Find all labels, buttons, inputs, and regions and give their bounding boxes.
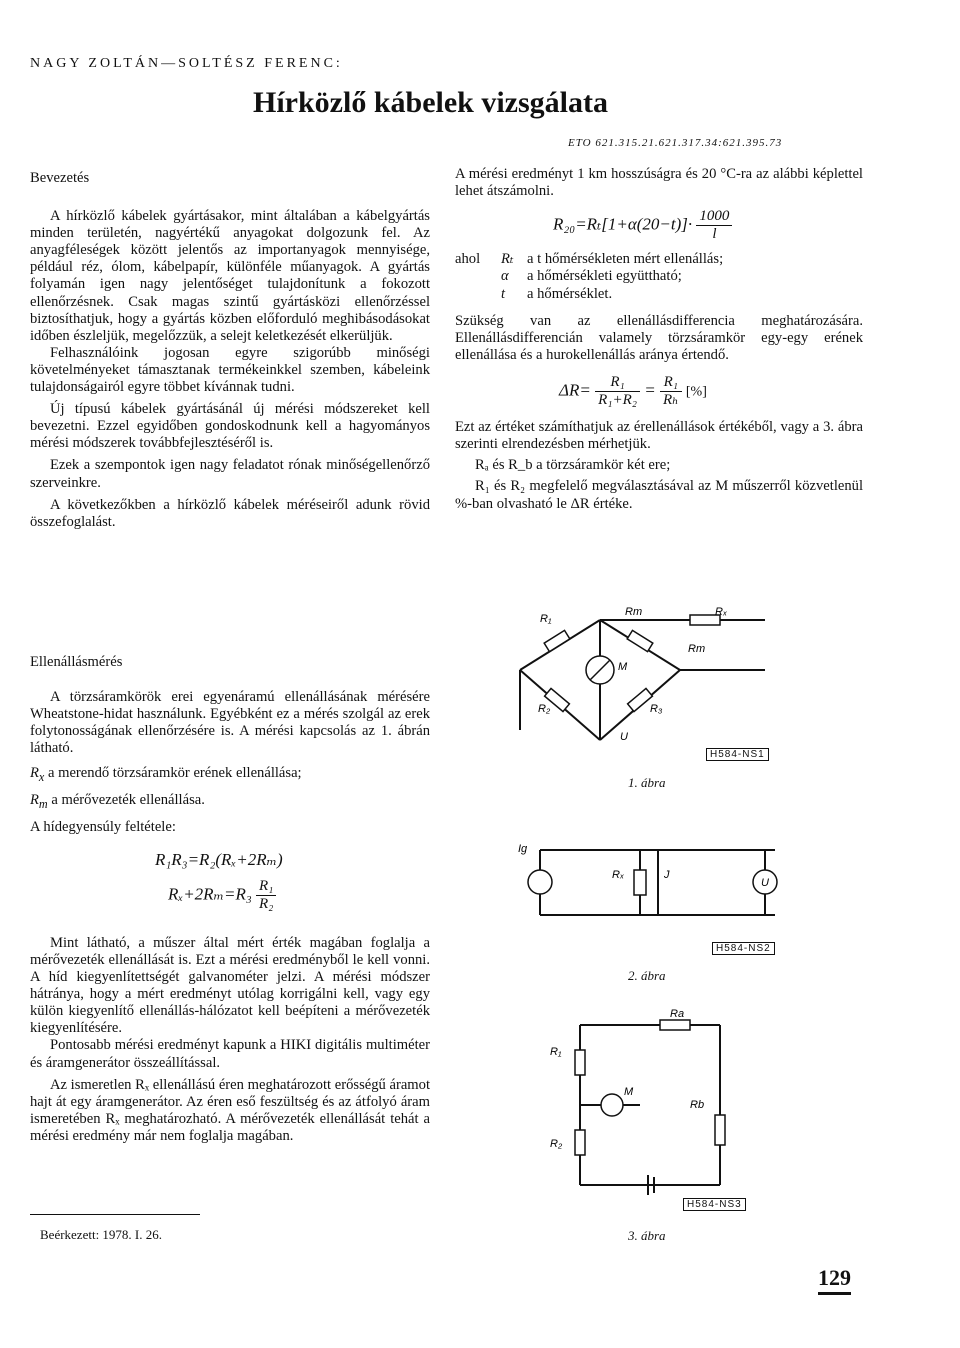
article-title: Hírközlő kábelek vizsgálata (253, 86, 608, 119)
figure-3-circuit (520, 1005, 740, 1205)
page-number: 129 (818, 1265, 851, 1295)
paragraph: Ezt az értéket számíthatjuk az érellenállások értékéből, vagy a 3. ábra szerinti elrendezésben mérhetjük. (455, 419, 863, 453)
balance-label: A hídegyensúly feltétele: (30, 819, 176, 836)
label-m: M (624, 1086, 634, 1098)
figure-1-caption: 1. ábra (628, 775, 666, 790)
paragraph: Mint látható, a műszer által mért érték magában foglalja a mérővezeték ellenállását is. Ezt a mérési eredményből le kell vonni. A híd kiegyenlítettségét galvanométer jelzi. A mérési módszer hátránya, hogy a mért eredményt utólag korrigálni kell, vagy egy külön kiegyenlítő ellenállás-hálózatot kell beépíteni a mérővezeték kiegyenlítésére. (30, 934, 430, 1037)
left-column (30, 170, 430, 531)
label-u: U (620, 731, 628, 743)
figure-1-tag: H584-NS1 (706, 748, 769, 761)
label-r1: R₁ (540, 613, 552, 625)
paragraph: A hírközlő kábelek gyártásakor, mint általában a kábelgyártás minden területén, nagyértékű anyagokat dolgozunk fel. Az anyagféleségek között jelentős az importanyagok mennyisége, például réz, ólom, kábelpapír, különféle műanyagok. A gyártás folyamán igen nagy jelentőséget tulajdonítunk a fokozott ellenőrzésnek. Csak magas szintű gyártásközi ellenőrzéssel biztosíthatjuk, hogy a gyártás közben előforduló meghibásodásokat időben észleljük, megelőzzük, a selejt keletkezését elkerüljük. (30, 208, 430, 344)
denominator: l (712, 226, 717, 243)
authors: NAGY ZOLTÁN—SOLTÉSZ FERENC: (30, 56, 343, 71)
equation-2-left: Rₓ+2Rₘ=R₃ (168, 884, 252, 904)
definition-rm (30, 792, 430, 813)
paragraph: Pontosabb mérési eredményt kapunk a HIKI digitális multiméter és áramgenerátor összeállítással. (30, 1037, 430, 1071)
figure-2-caption: 2. ábra (628, 968, 666, 983)
paragraph: Rₐ és R_b a törzsáramkör két ere; (475, 457, 671, 474)
def-text: a t hőmérsékleten mért ellenállás; (527, 251, 724, 268)
label-r3: R₃ (650, 703, 663, 715)
paragraph: Ezek a szempontok igen nagy feladatot rónak minőségellenőrző szerveinkre. (30, 457, 430, 491)
udc-code: ETO 621.315.21.621.317.34:621.395.73 (568, 137, 783, 149)
label-r2: R₂ (538, 703, 551, 715)
label-meter: M (618, 661, 628, 673)
equation-3 (553, 208, 863, 243)
label-rm-top: Rm (625, 606, 643, 618)
fraction (696, 208, 732, 243)
received-date: Beérkezett: 1978. I. 26. (40, 1227, 163, 1242)
label-j: J (664, 869, 670, 881)
section-heading-intro: Bevezetés (30, 170, 90, 186)
label-rx: Rₓ (612, 869, 625, 881)
def-symbol: Rₜ (501, 251, 514, 268)
fraction (595, 374, 640, 409)
def-text: a hőmérsékleti együttható; (527, 268, 682, 285)
fraction (660, 374, 682, 409)
numerator: R₁ (660, 374, 682, 392)
right-column (455, 166, 863, 513)
figure-3-tag: H584-NS3 (683, 1198, 746, 1211)
paragraph: Felhasználóink jogosan egyre szigorúbb minőségi követelményeket támasztanak termékeinkkel szemben, kábeleink tulajdonságairól egyre többet kívánnak tudni. (30, 344, 430, 396)
equation-2 (168, 878, 430, 913)
paragraph: Szükség van az ellenállásdifferencia meghatározására. Ellenállásdifferencián valamely törzsáramkör egy-egy erének ellenállása és a hurokellenállás aránya értendő. (455, 312, 863, 363)
section-heading-resistance: Ellenállásmérés (30, 654, 123, 670)
numerator: 1000 (696, 208, 732, 226)
label-ig: Ig (518, 843, 528, 855)
figure-3-caption: 3. ábra (628, 1228, 666, 1243)
left-column-2 (30, 654, 430, 1145)
symbol-sub: x (38, 770, 45, 785)
figure-2-tag: H584-NS2 (712, 942, 775, 955)
paragraph: R₁ és R₂ megfelelő megválasztásával az M műszerről közvetlenül %-ban olvasható le ΔR értéke. (455, 478, 863, 512)
equation-1: R₁R₃=R₂(Rₓ+2Rₘ) (155, 849, 283, 869)
def-text: a hőmérséklet. (527, 285, 613, 302)
label-r2: R₂ (550, 1138, 563, 1150)
figure-1-circuit (500, 600, 790, 760)
label-u: U (761, 877, 769, 889)
equals: = (644, 380, 656, 400)
defs-label: ahol (455, 251, 481, 268)
footnote-rule (30, 1214, 200, 1215)
label-rx: Rₓ (715, 606, 728, 618)
paragraph: A mérési eredményt 1 km hosszúságra és 20 °C-ra az alábbi képlettel lehet átszámolni. (455, 166, 863, 200)
symbol-sub: m (38, 797, 48, 812)
paragraph: A törzsáramkörök erei egyenáramú ellenállásának mérésére Wheatstone-hidat használunk. Egyébként ez a mérés szolgál az erek folytonosságának ellenőrzésére is. A mérési kapcsolás az 1. ábrán látható. (30, 689, 430, 757)
denominator: R₁+R₂ (598, 392, 637, 409)
symbol: R (30, 765, 39, 782)
definition-text: a merendő törzsáramkör erének ellenállása; (44, 765, 302, 782)
definitions (455, 251, 729, 302)
label-ra: Ra (670, 1008, 685, 1020)
label-rm-right: Rm (688, 643, 706, 655)
fraction (256, 878, 276, 913)
paragraph: A következőkben a hírközlő kábelek méréseiről adunk rövid összefoglalást. (30, 496, 430, 530)
unit: [%] (685, 384, 707, 400)
def-symbol: α (501, 268, 509, 285)
label-rb: Rb (690, 1099, 705, 1111)
equation-3-left: R₂₀=Rₜ[1+α(20−t)]· (553, 214, 693, 234)
definition-text: a mérővezeték ellenállása. (47, 792, 205, 809)
numerator: R₁ (256, 878, 276, 896)
paragraph: Az ismeretlen Rₓ ellenállású éren meghatározott erősségű áramot hajt át egy áramgenerátor. Az éren eső feszültség és az átfolyó áram ismeretében Rₓ meghatározható. A mérővezeték ellenállását tehát a mérési eredmény már nem foglalja magában. (30, 1076, 430, 1144)
equation-4-left: ΔR= (559, 380, 591, 400)
label-r1: R₁ (550, 1046, 562, 1058)
denominator: Rₕ (662, 392, 679, 409)
equation-4 (559, 374, 863, 409)
def-symbol: t (501, 285, 506, 302)
numerator: R₁ (595, 374, 640, 392)
figure-2-circuit (500, 830, 800, 940)
paragraph: Új típusú kábelek gyártásánál új mérési módszereket kell bevezetni. Ezzel egyidőben gondoskodnunk kell a hagyományos mérési módszerek továbbfejlesztéséről is. (30, 401, 430, 452)
symbol: R (30, 792, 39, 809)
definition-rx (30, 765, 430, 786)
denominator: R₂ (259, 895, 274, 912)
